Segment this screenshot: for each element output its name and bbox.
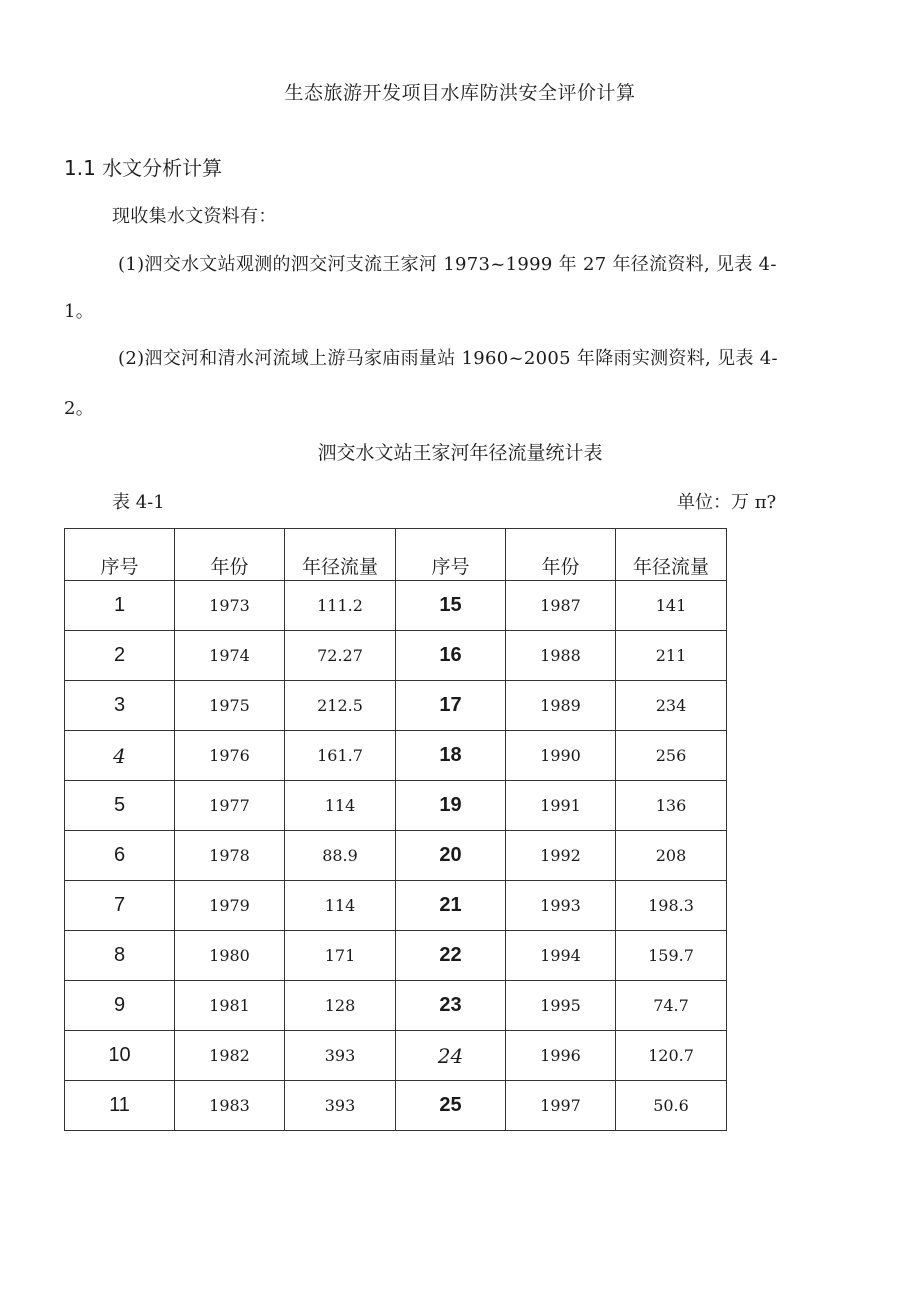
cell-runoff: 161.7 [285,731,396,781]
cell-seq: 7 [65,881,175,931]
item-1-line-2: 1。 [64,301,95,322]
cell-seq: 21 [396,881,506,931]
cell-runoff: 50.6 [616,1081,727,1131]
cell-year: 1995 [506,981,616,1031]
cell-runoff: 393 [285,1031,396,1081]
cell-seq: 9 [65,981,175,1031]
table-row [65,931,727,981]
cell-year: 1982 [175,1031,285,1081]
document-title: 生态旅游开发项目水库防洪安全评价计算 [284,82,636,104]
cell-runoff: 393 [285,1081,396,1131]
runoff-table [64,528,727,1131]
cell-year: 1973 [175,581,285,631]
table-header-row [65,529,727,581]
cell-runoff: 136 [616,781,727,831]
cell-runoff: 212.5 [285,681,396,731]
cell-seq: 11 [65,1081,175,1131]
cell-runoff: 74.7 [616,981,727,1031]
cell-seq: 16 [396,631,506,681]
cell-seq: 2 [65,631,175,681]
cell-year: 1983 [175,1081,285,1131]
cell-seq: 20 [396,831,506,881]
table-row [65,1081,727,1131]
table-unit: 单位：万 π? [677,492,777,513]
header-seq-left: 序号 [65,529,175,581]
cell-seq: 1 [65,581,175,631]
cell-runoff: 198.3 [616,881,727,931]
intro-paragraph: 现收集水文资料有： [112,206,277,227]
cell-year: 1990 [506,731,616,781]
item-2-line-2: 2。 [64,398,95,419]
cell-seq: 24 [396,1031,506,1081]
cell-seq: 17 [396,681,506,731]
cell-seq: 18 [396,731,506,781]
cell-year: 1975 [175,681,285,731]
table-title: 泗交水文站王家河年径流量统计表 [317,442,603,464]
table-row [65,981,727,1031]
cell-seq: 10 [65,1031,175,1081]
cell-runoff: 234 [616,681,727,731]
cell-seq: 5 [65,781,175,831]
cell-year: 1994 [506,931,616,981]
cell-runoff: 208 [616,831,727,881]
header-runoff-left: 年径流量 [285,529,396,581]
table-row [65,781,727,831]
header-runoff-right: 年径流量 [616,529,727,581]
table-row [65,681,727,731]
cell-year: 1988 [506,631,616,681]
table-body [65,581,727,1131]
cell-seq: 25 [396,1081,506,1131]
cell-seq: 22 [396,931,506,981]
cell-seq: 8 [65,931,175,981]
cell-runoff: 256 [616,731,727,781]
table-row [65,631,727,681]
item-1-line-1: (1)泗交水文站观测的泗交河支流王家河 1973~1999 年 27 年径流资料, 见表 4- [118,254,777,275]
cell-year: 1976 [175,731,285,781]
table-row [65,731,727,781]
cell-runoff: 72.27 [285,631,396,681]
cell-year: 1996 [506,1031,616,1081]
cell-seq: 6 [65,831,175,881]
cell-runoff: 171 [285,931,396,981]
cell-seq: 15 [396,581,506,631]
cell-runoff: 159.7 [616,931,727,981]
cell-year: 1992 [506,831,616,881]
cell-seq: 23 [396,981,506,1031]
cell-runoff: 128 [285,981,396,1031]
cell-seq: 19 [396,781,506,831]
table-row [65,1031,727,1081]
cell-runoff: 114 [285,781,396,831]
cell-year: 1977 [175,781,285,831]
cell-year: 1980 [175,931,285,981]
cell-runoff: 111.2 [285,581,396,631]
cell-year: 1989 [506,681,616,731]
header-year-right: 年份 [506,529,616,581]
cell-runoff: 141 [616,581,727,631]
cell-year: 1978 [175,831,285,881]
cell-seq: 4 [65,731,175,781]
cell-year: 1987 [506,581,616,631]
cell-year: 1997 [506,1081,616,1131]
cell-runoff: 114 [285,881,396,931]
cell-runoff: 120.7 [616,1031,727,1081]
cell-runoff: 88.9 [285,831,396,881]
item-2-line-1: (2)泗交河和清水河流域上游马家庙雨量站 1960~2005 年降雨实测资料, 见表 4- [118,348,778,369]
header-seq-right: 序号 [396,529,506,581]
header-year-left: 年份 [175,529,285,581]
cell-year: 1979 [175,881,285,931]
table-row [65,581,727,631]
cell-runoff: 211 [616,631,727,681]
cell-year: 1974 [175,631,285,681]
table-row [65,831,727,881]
cell-year: 1993 [506,881,616,931]
cell-year: 1991 [506,781,616,831]
table-row [65,881,727,931]
cell-year: 1981 [175,981,285,1031]
section-heading: 1.1 水文分析计算 [64,156,223,180]
table-number: 表 4-1 [112,492,165,513]
cell-seq: 3 [65,681,175,731]
